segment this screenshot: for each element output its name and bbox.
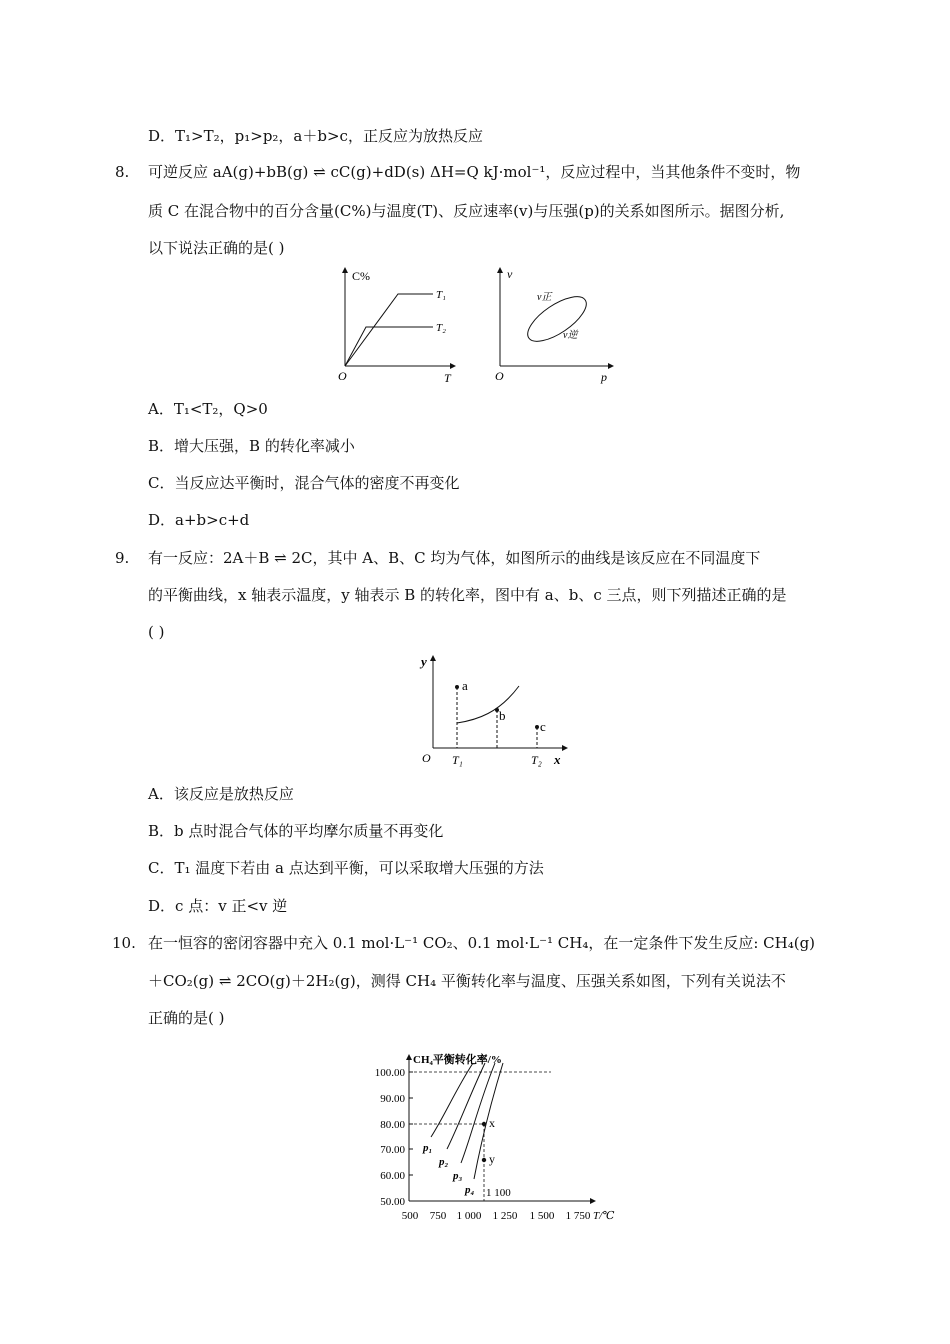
q10-label-y: y (489, 1152, 495, 1166)
q10-ylabel: CH₄平衡转化率/% (413, 1054, 502, 1066)
q9-figure (415, 650, 575, 770)
q8-option-d: D．a+b>c+d (148, 511, 250, 529)
q8-figure-vp (485, 262, 625, 387)
q10-mark-1100: 1 100 (486, 1187, 511, 1199)
q10-label-p4: p₄ (465, 1184, 475, 1196)
q9-number: 9. (115, 549, 130, 567)
q10-stem-line2: ＋CO₂(g) ⇌ 2CO(g)＋2H₂(g)，测得 CH₄ 平衡转化率与温度、压强关系如图，下列有关说法不 (148, 972, 786, 990)
q8f1-label-t1: T₁ (436, 289, 446, 301)
q10-xtick-750: 750 (429, 1210, 447, 1222)
q10-figure (355, 1045, 635, 1225)
q10-xtick-1500: 1 500 (529, 1210, 555, 1222)
q8-stem-line3: 以下说法正确的是( ) (148, 239, 285, 257)
q10-ytick-70: 70.00 (380, 1144, 405, 1156)
q9-point-c (535, 725, 539, 729)
q10-ytick-50: 50.00 (380, 1196, 405, 1208)
q8-stem-line1: 可逆反应 aA(g)+bB(g) ⇌ cC(g)+dD(s) ΔH=Q kJ·mol⁻¹，反应过程中，当其他条件不变时，物 (148, 163, 801, 181)
q9-point-a (455, 685, 459, 689)
q8-figure-ct (320, 262, 460, 387)
q9-xlabel: x (554, 752, 561, 767)
q10-ytick-80: 80.00 (380, 1119, 405, 1131)
q8-option-c: C．当反应达平衡时，混合气体的密度不再变化 (148, 474, 460, 492)
q10-label-x: x (489, 1116, 495, 1130)
q9-stem-line1: 有一反应：2A＋B ⇌ 2C，其中 A、B、C 均为气体，如图所示的曲线是该反应在不同温度下 (148, 549, 761, 567)
q10-stem-line3: 正确的是( ) (148, 1009, 225, 1027)
q10-ytick-90: 90.00 (380, 1093, 405, 1105)
q8f2-ylabel: v (507, 267, 513, 281)
q10-stem-line1: 在一恒容的密闭容器中充入 0.1 mol·L⁻¹ CO₂、0.1 mol·L⁻¹ CH₄，在一定条件下发生反应: CH₄(g) (148, 934, 816, 952)
q10-label-p2: p₂ (439, 1156, 449, 1168)
q8f1-curve-t1 (345, 294, 433, 366)
q10-xtick-1750: 1 750 (565, 1210, 591, 1222)
q8-stem-line2: 质 C 在混合物中的百分含量(C%)与温度(T)、反应速率(v)与压强(p)的关系如图所示。据图分析, (148, 202, 785, 220)
q10-xtick-1250: 1 250 (492, 1210, 518, 1222)
q8f2-xlabel: p (601, 370, 607, 384)
q10-ytick-100: 100.00 (374, 1067, 405, 1079)
q9-label-t1: T₁ (452, 753, 463, 767)
q9-origin: O (422, 751, 431, 765)
q10-xlabel: T/℃ (593, 1210, 615, 1222)
q8f1-origin: O (338, 369, 347, 383)
q9-stem-line3: ( ) (148, 623, 165, 641)
prev-option-d: D．T₁>T₂，p₁>p₂，a＋b>c，正反应为放热反应 (148, 127, 483, 145)
q8f2-origin: O (495, 369, 504, 383)
q8-option-b: B．增大压强，B 的转化率减小 (148, 437, 355, 455)
q10-xtick-500: 500 (401, 1210, 419, 1222)
q9-option-b: B．b 点时混合气体的平均摩尔质量不再变化 (148, 822, 444, 840)
q8-option-a: A．T₁<T₂，Q>0 (148, 400, 268, 418)
q9-option-a: A．该反应是放热反应 (148, 785, 294, 803)
q9-label-b: b (499, 708, 506, 723)
q10-label-p3: p₃ (453, 1170, 463, 1182)
q10-curve-p1 (431, 1063, 473, 1137)
q10-ytick-60: 60.00 (380, 1170, 405, 1182)
q10-number: 10. (112, 934, 136, 952)
q10-label-p1: p₁ (423, 1142, 433, 1154)
q8f2-label-forward: v正 (537, 292, 552, 303)
q10-point-x (482, 1122, 486, 1126)
q10-xtick-1000: 1 000 (456, 1210, 482, 1222)
q9-ylabel: y (421, 654, 427, 669)
q8f2-ellipse (521, 288, 593, 349)
q8f1-ylabel: C% (352, 269, 370, 283)
q9-stem-line2: 的平衡曲线，x 轴表示温度，y 轴表示 B 的转化率，图中有 a、b、c 三点，则下列描述正确的是 (148, 586, 787, 604)
q8f1-label-t2: T₂ (436, 322, 446, 334)
q9-label-a: a (462, 678, 468, 693)
q8-number: 8. (115, 163, 130, 181)
q10-point-y (482, 1158, 486, 1162)
q8f2-label-reverse: v逆 (563, 330, 578, 341)
q9-option-c: C．T₁ 温度下若由 a 点达到平衡，可以采取增大压强的方法 (148, 859, 544, 877)
q9-option-d: D．c 点：v 正<v 逆 (148, 897, 288, 915)
q8f1-curve-t2 (345, 327, 433, 366)
q9-label-c: c (540, 719, 546, 734)
q9-label-t2: T₂ (531, 753, 542, 767)
q8f1-xlabel: T (444, 371, 451, 385)
